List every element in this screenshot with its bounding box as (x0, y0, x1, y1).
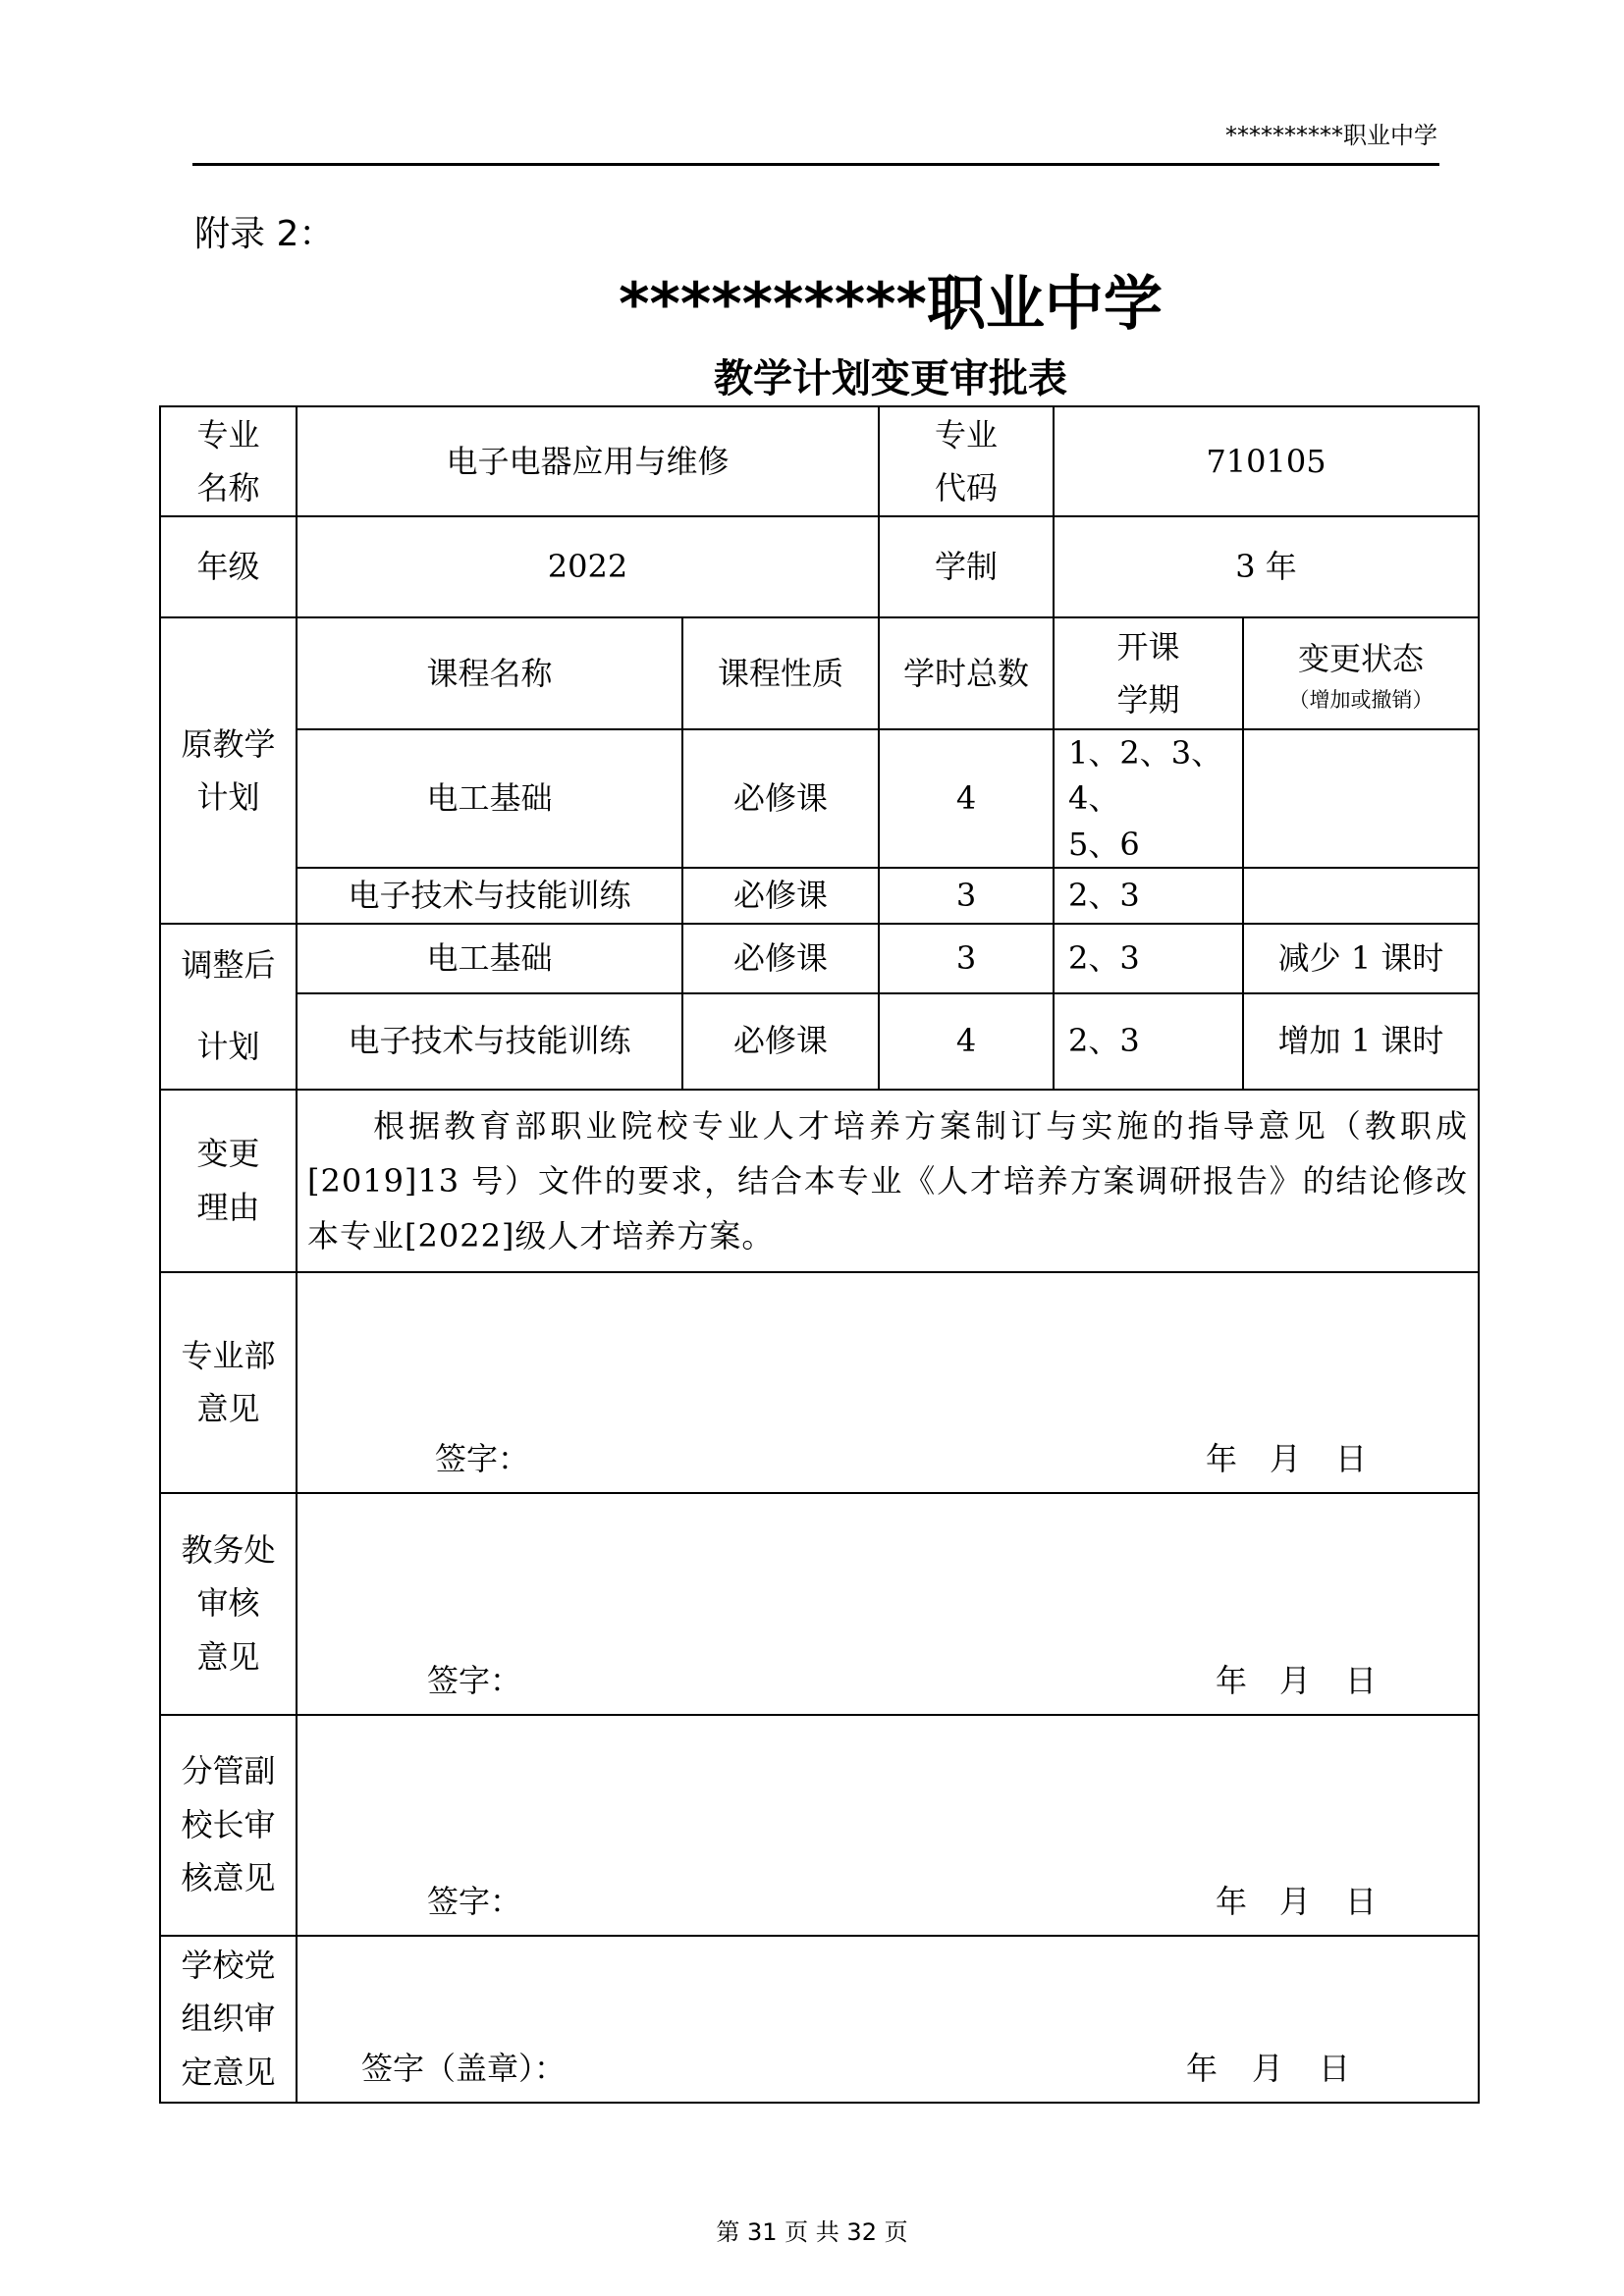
reason-label: 变更 理由 (160, 1090, 297, 1272)
opinion-row-1 (160, 1272, 1479, 1493)
course-status-cell: 减少 1 课时 (1243, 924, 1479, 993)
date-month: 月 (1270, 1440, 1302, 1478)
col-term: 开课 学期 (1054, 617, 1243, 729)
opinion-label-academic-affairs: 教务处 审核 意见 (160, 1493, 297, 1715)
opinion-row-2 (160, 1493, 1479, 1715)
course-name-cell: 电子技术与技能训练 (297, 868, 682, 924)
major-code-value: 710105 (1054, 406, 1479, 516)
course-type-cell: 必修课 (682, 868, 879, 924)
major-name-value: 电子电器应用与维修 (297, 406, 879, 516)
date-month: 月 (1252, 2050, 1284, 2088)
opinion-area-major-dept[interactable] (297, 1272, 1479, 1493)
col-status-note: （增加或撤销） (1288, 687, 1434, 712)
opinion-label-vice-principal: 分管副 校长审 核意见 (160, 1715, 297, 1936)
reason-text: 根据教育部职业院校专业人才培养方案制订与实施的指导意见（教职成[2019]13 号）文件的要求，结合本专业《人才培养方案调研报告》的结论修改本专业[2022]级人才培养方案。 (307, 1106, 1469, 1255)
course-name-cell: 电工基础 (297, 924, 682, 993)
signature-label: 签字： (427, 1662, 522, 1700)
opinion-area-party-org[interactable] (297, 1936, 1479, 2103)
document-subtitle: 教学计划变更审批表 (714, 356, 1067, 401)
original-row-1 (160, 729, 1479, 868)
document-title: **********职业中学 (619, 270, 1163, 339)
course-status-cell (1243, 729, 1479, 868)
opinion-label-major-dept: 专业部 意见 (160, 1272, 297, 1493)
course-name-cell: 电子技术与技能训练 (297, 993, 682, 1090)
course-term-cell: 2、3 (1054, 868, 1243, 924)
header-school-name: **********职业中学 (1225, 122, 1437, 149)
course-hours-cell: 4 (879, 729, 1054, 868)
opinion-row-3 (160, 1715, 1479, 1936)
reason-row (160, 1090, 1479, 1272)
date-year: 年 (1206, 1440, 1238, 1478)
signature-label: 签字： (435, 1440, 530, 1478)
col-status: 变更状态 （增加或撤销） (1243, 617, 1479, 729)
adjusted-row-2 (160, 993, 1479, 1090)
major-name-label: 专业 名称 (160, 406, 297, 516)
col-course-type: 课程性质 (682, 617, 879, 729)
school-system-value: 3 年 (1054, 516, 1479, 617)
date-day: 日 (1345, 1662, 1378, 1700)
adjusted-plan-label: 调整后 计划 (160, 924, 297, 1089)
course-type-cell: 必修课 (682, 924, 879, 993)
opinion-row-4 (160, 1936, 1479, 2103)
date-day: 日 (1319, 2050, 1351, 2088)
course-type-cell: 必修课 (682, 729, 879, 868)
course-type-cell: 必修课 (682, 993, 879, 1090)
appendix-label: 附录 2： (194, 214, 335, 254)
page-number-footer: 第 31 页 共 32 页 (716, 2218, 908, 2246)
date-year: 年 (1216, 1883, 1248, 1921)
grade-label: 年级 (160, 516, 297, 617)
header-divider (192, 163, 1439, 166)
date-year: 年 (1186, 2050, 1218, 2088)
signature-label: 签字： (427, 1883, 522, 1921)
signature-label: 签字（盖章）： (361, 2050, 567, 2088)
course-hours-cell: 3 (879, 868, 1054, 924)
col-course-name: 课程名称 (297, 617, 682, 729)
school-system-label: 学制 (879, 516, 1054, 617)
course-term-cell: 1、2、3、4、 5、6 (1054, 729, 1243, 868)
grade-value: 2022 (297, 516, 879, 617)
date-year: 年 (1216, 1662, 1248, 1700)
course-hours-cell: 4 (879, 993, 1054, 1090)
date-month: 月 (1279, 1883, 1312, 1921)
opinion-area-academic-affairs[interactable] (297, 1493, 1479, 1715)
course-hours-cell: 3 (879, 924, 1054, 993)
date-day: 日 (1335, 1440, 1368, 1478)
date-day: 日 (1345, 1883, 1378, 1921)
original-row-2 (160, 868, 1479, 924)
col-total-hours: 学时总数 (879, 617, 1054, 729)
course-term-cell: 2、3 (1054, 924, 1243, 993)
major-code-label: 专业 代码 (879, 406, 1054, 516)
grade-row (160, 516, 1479, 617)
date-month: 月 (1279, 1662, 1312, 1700)
approval-form-table (159, 405, 1480, 2104)
course-status-cell (1243, 868, 1479, 924)
opinion-area-vice-principal[interactable] (297, 1715, 1479, 1936)
course-status-cell: 增加 1 课时 (1243, 993, 1479, 1090)
reason-text-cell (297, 1090, 1479, 1272)
adjusted-row-1 (160, 924, 1479, 993)
course-name-cell: 电工基础 (297, 729, 682, 868)
course-term-cell: 2、3 (1054, 993, 1243, 1090)
original-plan-label: 原教学 计划 (160, 617, 297, 924)
course-header-row (160, 617, 1479, 729)
major-row (160, 406, 1479, 516)
opinion-label-party-org: 学校党 组织审 定意见 (160, 1936, 297, 2103)
